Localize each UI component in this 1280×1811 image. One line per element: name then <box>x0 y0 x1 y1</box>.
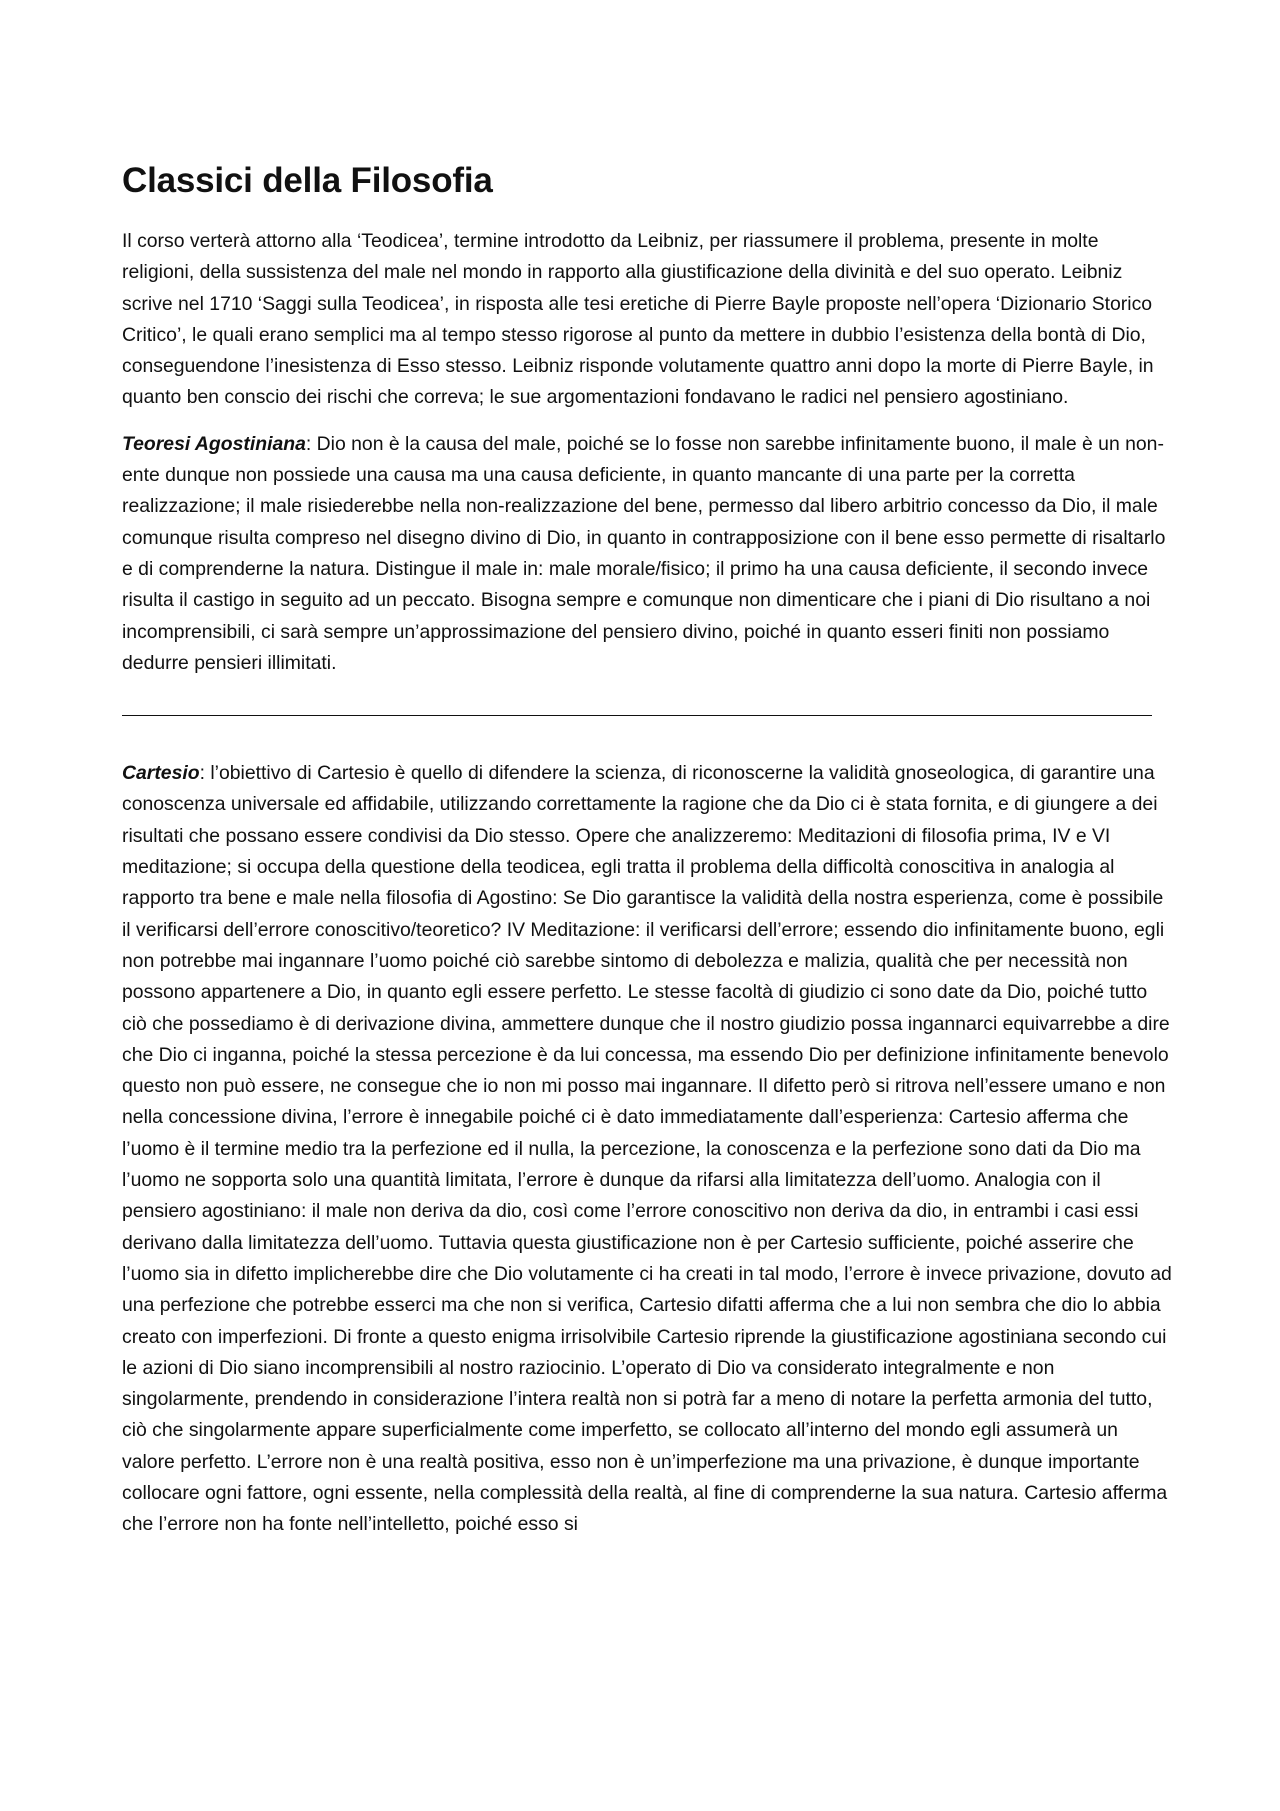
term-teoresi-agostiniana: Teoresi Agostiniana <box>122 432 306 455</box>
page-title: Classici della Filosofia <box>122 161 493 200</box>
horizontal-separator <box>122 715 1152 716</box>
intro-paragraph: Il corso verterà attorno alla ‘Teodicea’, termine introdotto da Leibniz, per riassumere il problema, presente in molte religioni, della sussistenza del male nel mondo in rapporto alla giustificazione della divinità e del suo operato. Leibniz scrive nel 1710 ‘Saggi sulla Teodicea’, in risposta alle tesi eretiche di Pierre Bayle proposte nell’opera ‘Dizionario Storico Critico’, le quali erano semplici ma al tempo stesso rigorose al punto da mettere in dubbio l’esistenza della bontà di Dio, conseguendone l’inesistenza di Esso stesso. Leibniz risponde volutamente quattro anni dopo la morte di Pierre Bayle, in quanto ben conscio dei rischi che correva; le sue argomentazioni fondavano le radici nel pensiero agostiniano. <box>122 230 1154 409</box>
section-agostiniana-text: : Dio non è la causa del male, poiché se lo fosse non sarebbe infinitamente buono, il male è un non-ente dunque non possiede una causa ma una causa deficiente, in quanto mancante di una parte per la corretta realizzazione; il male risiederebbe nella non-realizzazione del bene, permesso dal libero arbitrio concesso da Dio, il male comunque risulta compreso nel disegno divino di Dio, in quanto in contrapposizione con il bene esso permette di risaltarlo e di comprenderne la natura. Distingue il male in: male morale/fisico; il primo ha una causa deficiente, il secondo invece risulta il castigo in seguito ad un peccato. Bisogna sempre e comunque non dimenticare che i piani di Dio risultano a noi incomprensibili, ci sarà sempre un’approssimazione del pensiero divino, poiché in quanto esseri finiti non possiamo dedurre pensieri illimitati. <box>122 432 1166 674</box>
section-cartesio-text: : l’obiettivo di Cartesio è quello di difendere la scienza, di riconoscerne la validità gnoseologica, di garantire una conoscenza universale ed affidabile, utilizzando correttamente la ragione che da Dio ci è stata fornita, e di giungere a dei risultati che possano essere condivisi da Dio stesso. Opere che analizzeremo: Meditazioni di filosofia prima, IV e VI meditazione; si occupa della questione della teodicea, egli tratta il problema della difficoltà conoscitiva in analogia al rapporto tra bene e male nella filosofia di Agostino: Se Dio garantisce la validità della nostra esperienza, come è possibile il verificarsi dell’errore conoscitivo/teoretico? IV Meditazione: il verificarsi dell’errore; essendo dio infinitamente buono, egli non potrebbe mai ingannare l’uomo poiché ciò sarebbe sintomo di debolezza e malizia, qualità che per necessità non possono appartenere a Dio, in quanto egli essere perfetto. Le stesse facoltà di giudizio ci sono date da Dio, poiché tutto ciò che possediamo è di derivazione divina, ammettere dunque che il nostro giudizio possa ingannarci equivarrebbe a dire che Dio ci inganna, poiché la stessa percezione è da lui concessa, ma essendo Dio per definizione infinitamente benevolo questo non può essere, ne consegue che io non mi posso mai ingannare. Il difetto però si ritrova nell’essere umano e non nella concessione divina, l’errore è innegabile poiché ci è dato immediatamente dall’esperienza: Cartesio afferma che l’uomo è il termine medio tra la perfezione ed il nulla, la percezione, la conoscenza e la perfezione sono dati da Dio ma l’uomo ne sopporta solo una quantità limitata, l’errore è dunque da rifarsi alla limitatezza dell’uomo. Analogia con il pensiero agostiniano: il male non deriva da dio, così come l’errore conoscitivo non deriva da dio, in entrambi i casi essi derivano dalla limitatezza dell’uomo. Tuttavia questa giustificazione non è per Cartesio sufficiente, poiché asserire che l’uomo sia in difetto implicherebbe dire che Dio volutamente ci ha creati in tal modo, l’errore è invece privazione, dovuto ad una perfezione che potrebbe esserci ma che non si verifica, Cartesio difatti afferma che a lui non sembra che dio lo abbia creato con imperfezioni. Di fronte a questo enigma irrisolvibile Cartesio riprende la giustificazione agostiniana secondo cui le azioni di Dio siano incomprensibili al nostro raziocinio. L’operato di Dio va considerato integralmente e non singolarmente, prendendo in considerazione l’intera realtà non si potrà far a meno di notare la perfetta armonia del tutto, ciò che singolarmente appare superficialmente come imperfetto, se collocato all’interno del mondo egli assumerà un valore perfetto. L’errore non è una realtà positiva, esso non è un’imperfezione ma una privazione, è dunque importante collocare ogni fattore, ogni essente, nella complessità della realtà, al fine di comprenderne la sua natura. Cartesio afferma che l’errore non ha fonte nell’intelletto, poiché esso si <box>122 762 1172 1536</box>
section-cartesio <box>122 758 1172 1540</box>
section-agostiniana <box>122 429 1172 679</box>
term-cartesio: Cartesio <box>122 762 200 785</box>
document-page <box>122 150 1172 1556</box>
